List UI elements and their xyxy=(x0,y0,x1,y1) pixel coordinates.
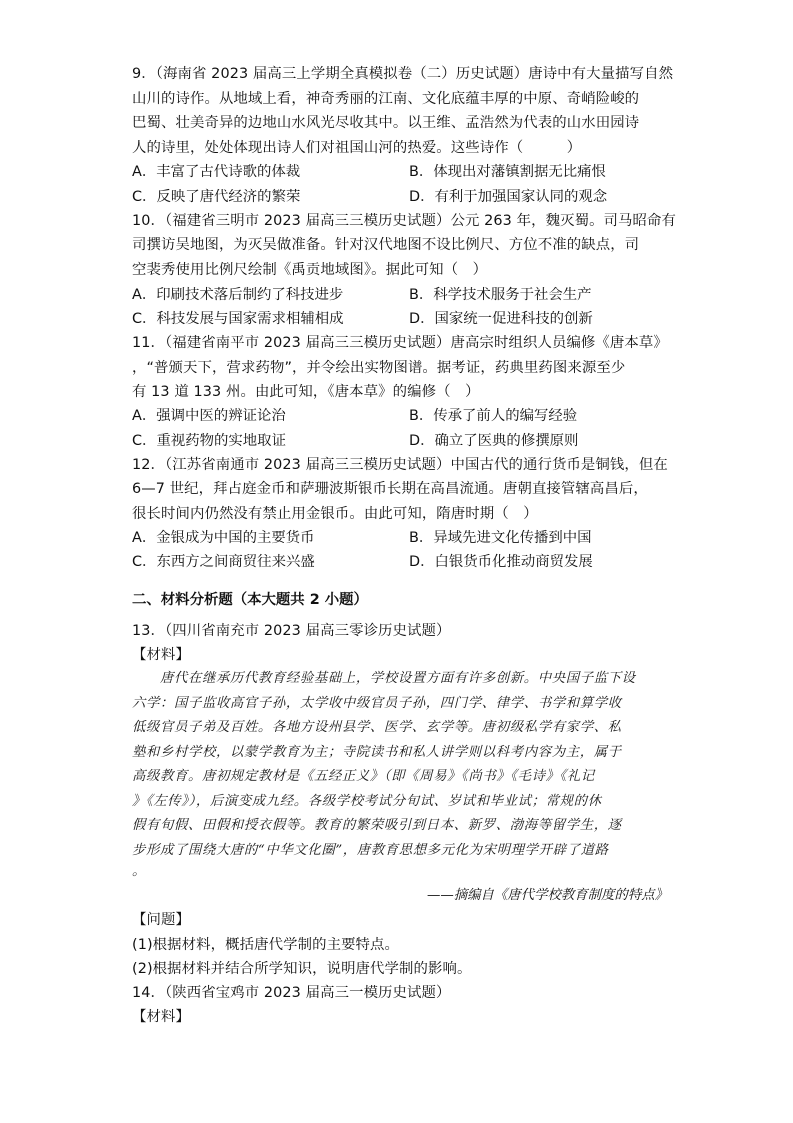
q9-option-b: B．体现出对藩镇割据无比痛恨 xyxy=(409,164,606,180)
q12-option-b: B．异域先进文化传播到中国 xyxy=(409,530,592,546)
q13-material-line-7: 假有旬假、田假和授衣假等。教育的繁荣吸引到日本、新罗、渤海等留学生，逐 xyxy=(132,818,622,833)
q13-material-line-8: 步形成了围绕大唐的“中华文化圈”，唐教育思想多元化为宋明理学开辟了道路 xyxy=(132,843,609,858)
q10-line-1: 10．（福建省三明市 2023 届高三三模历史试题）公元 263 年，魏灭蜀。司马昭命有 xyxy=(132,213,677,229)
q13-material-line-3: 低级官员子弟及百姓。各地方设州县学、医学、玄学等。唐初级私学有家学、私 xyxy=(132,720,622,735)
q11-option-b: B．传承了前人的编写经验 xyxy=(409,408,578,424)
q10-option-c: C．科技发展与国家需求相辅相成 xyxy=(132,311,344,327)
q13-material-line-1: 唐代在继承历代教育经验基础上，学校设置方面有许多创新。中央国子监下设 xyxy=(132,671,636,686)
q10-option-d: D．国家统一促进科技的创新 xyxy=(409,311,593,327)
q11-line-1: 11．（福建省南平市 2023 届高三三模历史试题）唐高宗时组织人员编修《唐本草》 xyxy=(132,335,668,351)
q13-question-2: (2)根据材料并结合所学知识，说明唐代学制的影响。 xyxy=(132,961,472,977)
q9-line-2: 山川的诗作。从地域上看，神奇秀丽的江南、文化底蕴丰厚的中原、奇峭险峻的 xyxy=(132,91,640,107)
q12-line-2: 6—7 世纪，拜占庭金币和萨珊波斯银币长期在高昌流通。唐朝直接管辖高昌后， xyxy=(132,481,648,497)
q12-line-3: 很长时间内仍然没有禁止用金银币。由此可知，隋唐时期（ ） xyxy=(132,506,538,522)
q11-option-d: D．确立了医典的修撰原则 xyxy=(409,433,579,449)
q10-line-3: 空裴秀使用比例尺绘制《禹贡地域图》。据此可知（ ） xyxy=(132,262,488,278)
q10-line-2: 司撰访吴地图，为灭吴做准备。针对汉代地图不设比例尺、方位不准的缺点，司 xyxy=(132,237,640,253)
q13-source: ——摘编自《唐代学校教育制度的特点》 xyxy=(426,888,668,903)
q11-line-2: ，“普颁天下，营求药物”，并令绘出实物图谱。据考证，药典里药图来源至少 xyxy=(132,360,626,376)
q9-line-3: 巴蜀、壮美奇异的边地山水风光尽收其中。以王维、孟浩然为代表的山水田园诗 xyxy=(132,115,640,131)
q12-option-a: A．金银成为中国的主要货币 xyxy=(132,530,315,546)
q13-material-line-5: 高级教育。唐初规定教材是《五经正义》（即《周易》《尚书》《毛诗》《礼记 xyxy=(132,769,595,784)
q12-option-d: D．白银货币化推动商贸发展 xyxy=(409,554,593,570)
q14-title: 14．（陕西省宝鸡市 2023 届高三一模历史试题） xyxy=(132,985,451,1001)
q13-title: 13．（四川省南充市 2023 届高三零诊历史试题） xyxy=(132,623,451,639)
q13-material-line-2: 六学：国子监收高官子孙，太学收中级官员子孙，四门学、律学、书学和算学收 xyxy=(132,696,622,711)
q13-material-line-6: 》《左传》），后演变成九经。各级学校考试分旬试、岁试和毕业试；常规的休 xyxy=(132,794,602,809)
q12-option-c: C．东西方之间商贸往来兴盛 xyxy=(132,554,315,570)
q9-option-d: D．有利于加强国家认同的观念 xyxy=(409,189,608,205)
q9-option-a: A．丰富了古代诗歌的体裁 xyxy=(132,164,301,180)
q9-line-4: 人的诗里，处处体现出诗人们对祖国山河的热爱。这些诗作（ ） xyxy=(132,140,582,156)
q14-material-label: 【材料】 xyxy=(132,1009,190,1025)
q9-line-1: 9．（海南省 2023 届高三上学期全真模拟卷（二）历史试题）唐诗中有大量描写自然 xyxy=(132,66,674,82)
q11-option-c: C．重视药物的实地取证 xyxy=(132,433,286,449)
q11-line-3: 有 13 道 133 州。由此可知，《唐本草》的编修（ ） xyxy=(132,384,480,400)
q13-material-line-9: 。 xyxy=(132,864,146,879)
q13-material-line-4: 塾和乡村学校，以蒙学教育为主；寺院读书和私人讲学则以科考内容为主，属于 xyxy=(132,745,622,760)
q11-option-a: A．强调中医的辨证论治 xyxy=(132,408,286,424)
q10-option-b: B．科学技术服务于社会生产 xyxy=(409,287,592,303)
q9-option-c: C．反映了唐代经济的繁荣 xyxy=(132,189,301,205)
q13-question-label: 【问题】 xyxy=(132,912,190,928)
q12-line-1: 12．（江苏省南通市 2023 届高三三模历史试题）中国古代的通行货币是铜钱，但在 xyxy=(132,457,668,473)
q13-material-label: 【材料】 xyxy=(132,647,190,663)
section-heading: 二、材料分析题（本大题共 2 小题） xyxy=(132,592,368,608)
q10-option-a: A．印刷技术落后制约了科技进步 xyxy=(132,287,344,303)
q13-question-1: (1)根据材料，概括唐代学制的主要特点。 xyxy=(132,937,400,953)
